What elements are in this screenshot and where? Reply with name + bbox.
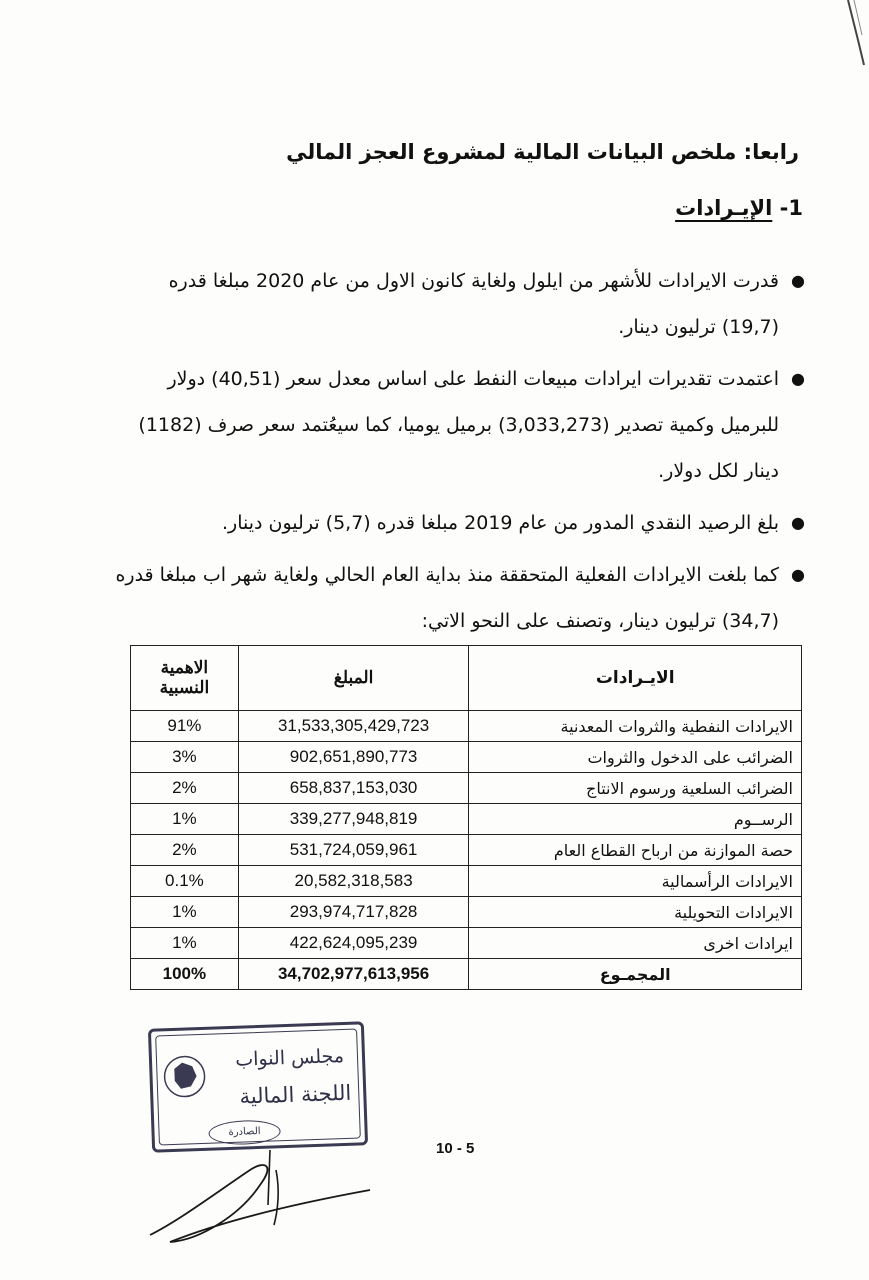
bullet-item: ● قدرت الايرادات للأشهر من ايلول ولغاية كانون الاول من عام 2020 مبلغا قدره (19,7) ترليون دينار. [109, 258, 809, 350]
total-amount: 34,702,977,613,956 [238, 959, 469, 990]
bullet-dot-icon: ● [791, 271, 805, 290]
row-name: الضرائب على الدخول والثروات [469, 742, 802, 773]
table-row [131, 742, 802, 773]
table-row [131, 897, 802, 928]
row-name: الرســوم [469, 804, 802, 835]
row-amount: 293,974,717,828 [238, 897, 469, 928]
total-label: المجمـوع [469, 959, 802, 990]
row-amount: 422,624,095,239 [238, 928, 469, 959]
row-share: 1% [131, 804, 239, 835]
stamp-oval: الصادرة [208, 1119, 281, 1145]
row-name: حصة الموازنة من ارباح القطاع العام [469, 835, 802, 866]
table-row [131, 928, 802, 959]
page-number: 10 - 5 [436, 1140, 475, 1157]
row-share: 0.1% [131, 866, 239, 897]
table-total-row [131, 959, 802, 990]
row-amount: 20,582,318,583 [238, 866, 469, 897]
subheading-title: الإيـرادات [675, 196, 773, 220]
bullet-dot-icon: ● [791, 565, 805, 584]
row-share: 2% [131, 773, 239, 804]
row-share: 1% [131, 897, 239, 928]
row-amount: 658,837,153,030 [238, 773, 469, 804]
iraq-map-emblem-icon [162, 1052, 208, 1102]
scan-edge-mark [840, 0, 869, 70]
table-row [131, 711, 802, 742]
section-heading: رابعا: ملخص البيانات المالية لمشروع العجز المالي [286, 140, 799, 164]
subheading-number: 1- [779, 196, 803, 220]
row-amount: 31,533,305,429,723 [238, 711, 469, 742]
row-share: 91% [131, 711, 239, 742]
row-name: الايرادات التحويلية [469, 897, 802, 928]
header-amount: المبلغ [238, 646, 469, 711]
row-name: الايرادات الرأسمالية [469, 866, 802, 897]
row-share: 3% [131, 742, 239, 773]
revenues-table [130, 645, 802, 990]
stamp-line2: اللجنة المالية [239, 1080, 352, 1109]
signature [140, 1130, 380, 1250]
table-header-row [131, 646, 802, 711]
row-name: الايرادات النفطية والثروات المعدنية [469, 711, 802, 742]
row-amount: 339,277,948,819 [238, 804, 469, 835]
bullet-list [109, 258, 809, 650]
bullet-item: ● كما بلغت الايرادات الفعلية المتحققة منذ بداية العام الحالي ولغاية شهر اب مبلغا قدره (34,7) ترليون دينار، وتصنف على النحو الاتي: [109, 552, 809, 644]
header-share: الاهمية النسبية [131, 646, 239, 711]
row-amount: 902,651,890,773 [238, 742, 469, 773]
row-amount: 531,724,059,961 [238, 835, 469, 866]
stamp-line1: مجلس النواب [234, 1044, 345, 1071]
row-share: 2% [131, 835, 239, 866]
bullet-item: ● اعتمدت تقديرات ايرادات مبيعات النفط على اساس معدل سعر (40,51) دولار للبرميل وكمية تصدير (3,033,273) برميل يوميا، كما سيعُتمد سعر صرف (1182) دينار لكل دولار. [109, 356, 809, 494]
table-row [131, 804, 802, 835]
bullet-dot-icon: ● [791, 369, 805, 388]
total-share: 100% [131, 959, 239, 990]
table-row [131, 835, 802, 866]
row-share: 1% [131, 928, 239, 959]
row-name: الضرائب السلعية ورسوم الانتاج [469, 773, 802, 804]
table-row [131, 773, 802, 804]
bullet-item: ● بلغ الرصيد النقدي المدور من عام 2019 مبلغا قدره (5,7) ترليون دينار. [109, 500, 809, 546]
table-row [131, 866, 802, 897]
header-revenues: الايـرادات [469, 646, 802, 711]
bullet-dot-icon: ● [791, 513, 805, 532]
row-name: ايرادات اخرى [469, 928, 802, 959]
revenues-subheading [503, 196, 803, 220]
